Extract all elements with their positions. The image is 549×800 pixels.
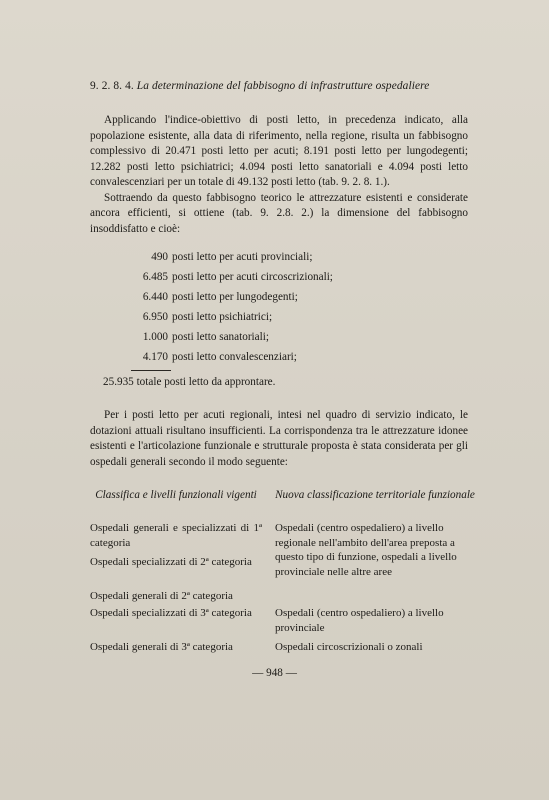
paragraph-3-block <box>90 408 468 470</box>
left-cell: Ospedali specializzati di 3ª categoria <box>90 607 252 619</box>
list-item: 1.000 posti letto sanatoriali; <box>142 331 269 343</box>
intro-paragraphs <box>90 113 468 237</box>
right-cell: Ospedali (centro ospedaliero) a livello provinciale <box>275 607 444 634</box>
total-line <box>103 373 275 391</box>
list-item: 6.485 posti letto per acuti circoscrizionali; <box>142 271 333 283</box>
left-cell: Ospedali generali e specializzati di 1ª categoria <box>90 522 262 549</box>
left-cell: Ospedali generali di 2ª categoria <box>90 590 233 602</box>
right-cell: Ospedali (centro ospedaliero) a livello regionale nell'ambito dell'area preposta a questo tipo di funzione, ospedali a livello provinciale nelle altre aree <box>275 522 457 578</box>
section-title: La determinazione del fabbisogno di infrastrutture ospedaliere <box>136 80 430 92</box>
total-value: 25.935 <box>103 376 134 388</box>
left-column-header: Classifica e livelli funzionali vigenti <box>95 489 257 501</box>
paragraph-3: Per i posti letto per acuti regionali, intesi nel quadro di servizio indicato, le dotazioni attuali risultano insufficienti. La corrispondenza tra le attrezzature idonee esistenti e l'articolazione funzionale e strutturale proposta è stata considerata per gli ospedali generali secondo il modo seguente: <box>90 409 468 468</box>
paragraph-2: Sottraendo da questo fabbisogno teorico le attrezzature esistenti e considerate ancora efficienti, si ottiene (tab. 9. 2.8. 2.) la dimensione del fabbisogno insoddisfatto e cioè: <box>90 191 468 235</box>
needs-list <box>108 247 408 367</box>
paragraph-1: Applicando l'indice-obiettivo di posti letto, in precedenza indicato, alla popolazione esistente, alla data di riferimento, nella regione, risulta un fabbisogno complessivo di 20.471 posti letto per acuti; 8.191 posti letto per lungodegenti; 12.282 posti letto psichiatrici; 4.094 posti letto sanatoriali e 4.094 posti letto convalescenziari per un totale di 49.132 posti letto (tab. 9. 2. 8. 1.). <box>90 114 468 188</box>
list-item: 6.440 posti letto per lungodegenti; <box>142 291 298 303</box>
sum-rule <box>131 370 171 371</box>
list-item: 490 posti letto per acuti provinciali; <box>151 251 313 263</box>
section-number: 9. 2. 8. 4. <box>90 80 134 92</box>
section-heading <box>90 80 475 92</box>
left-cell: Ospedali specializzati di 2ª categoria <box>90 556 252 568</box>
total-label: totale posti letto da approntare. <box>136 376 276 388</box>
list-item: 6.950 posti letto psichiatrici; <box>142 311 273 323</box>
right-cell: Ospedali circoscrizionali o zonali <box>275 641 423 653</box>
left-cell: Ospedali generali di 3ª categoria <box>90 641 233 653</box>
list-item: 4.170 posti letto convalescenziari; <box>142 351 297 363</box>
right-column-header: Nuova classificazione territoriale funzionale <box>275 489 475 501</box>
page-number: — 948 — <box>252 667 297 679</box>
